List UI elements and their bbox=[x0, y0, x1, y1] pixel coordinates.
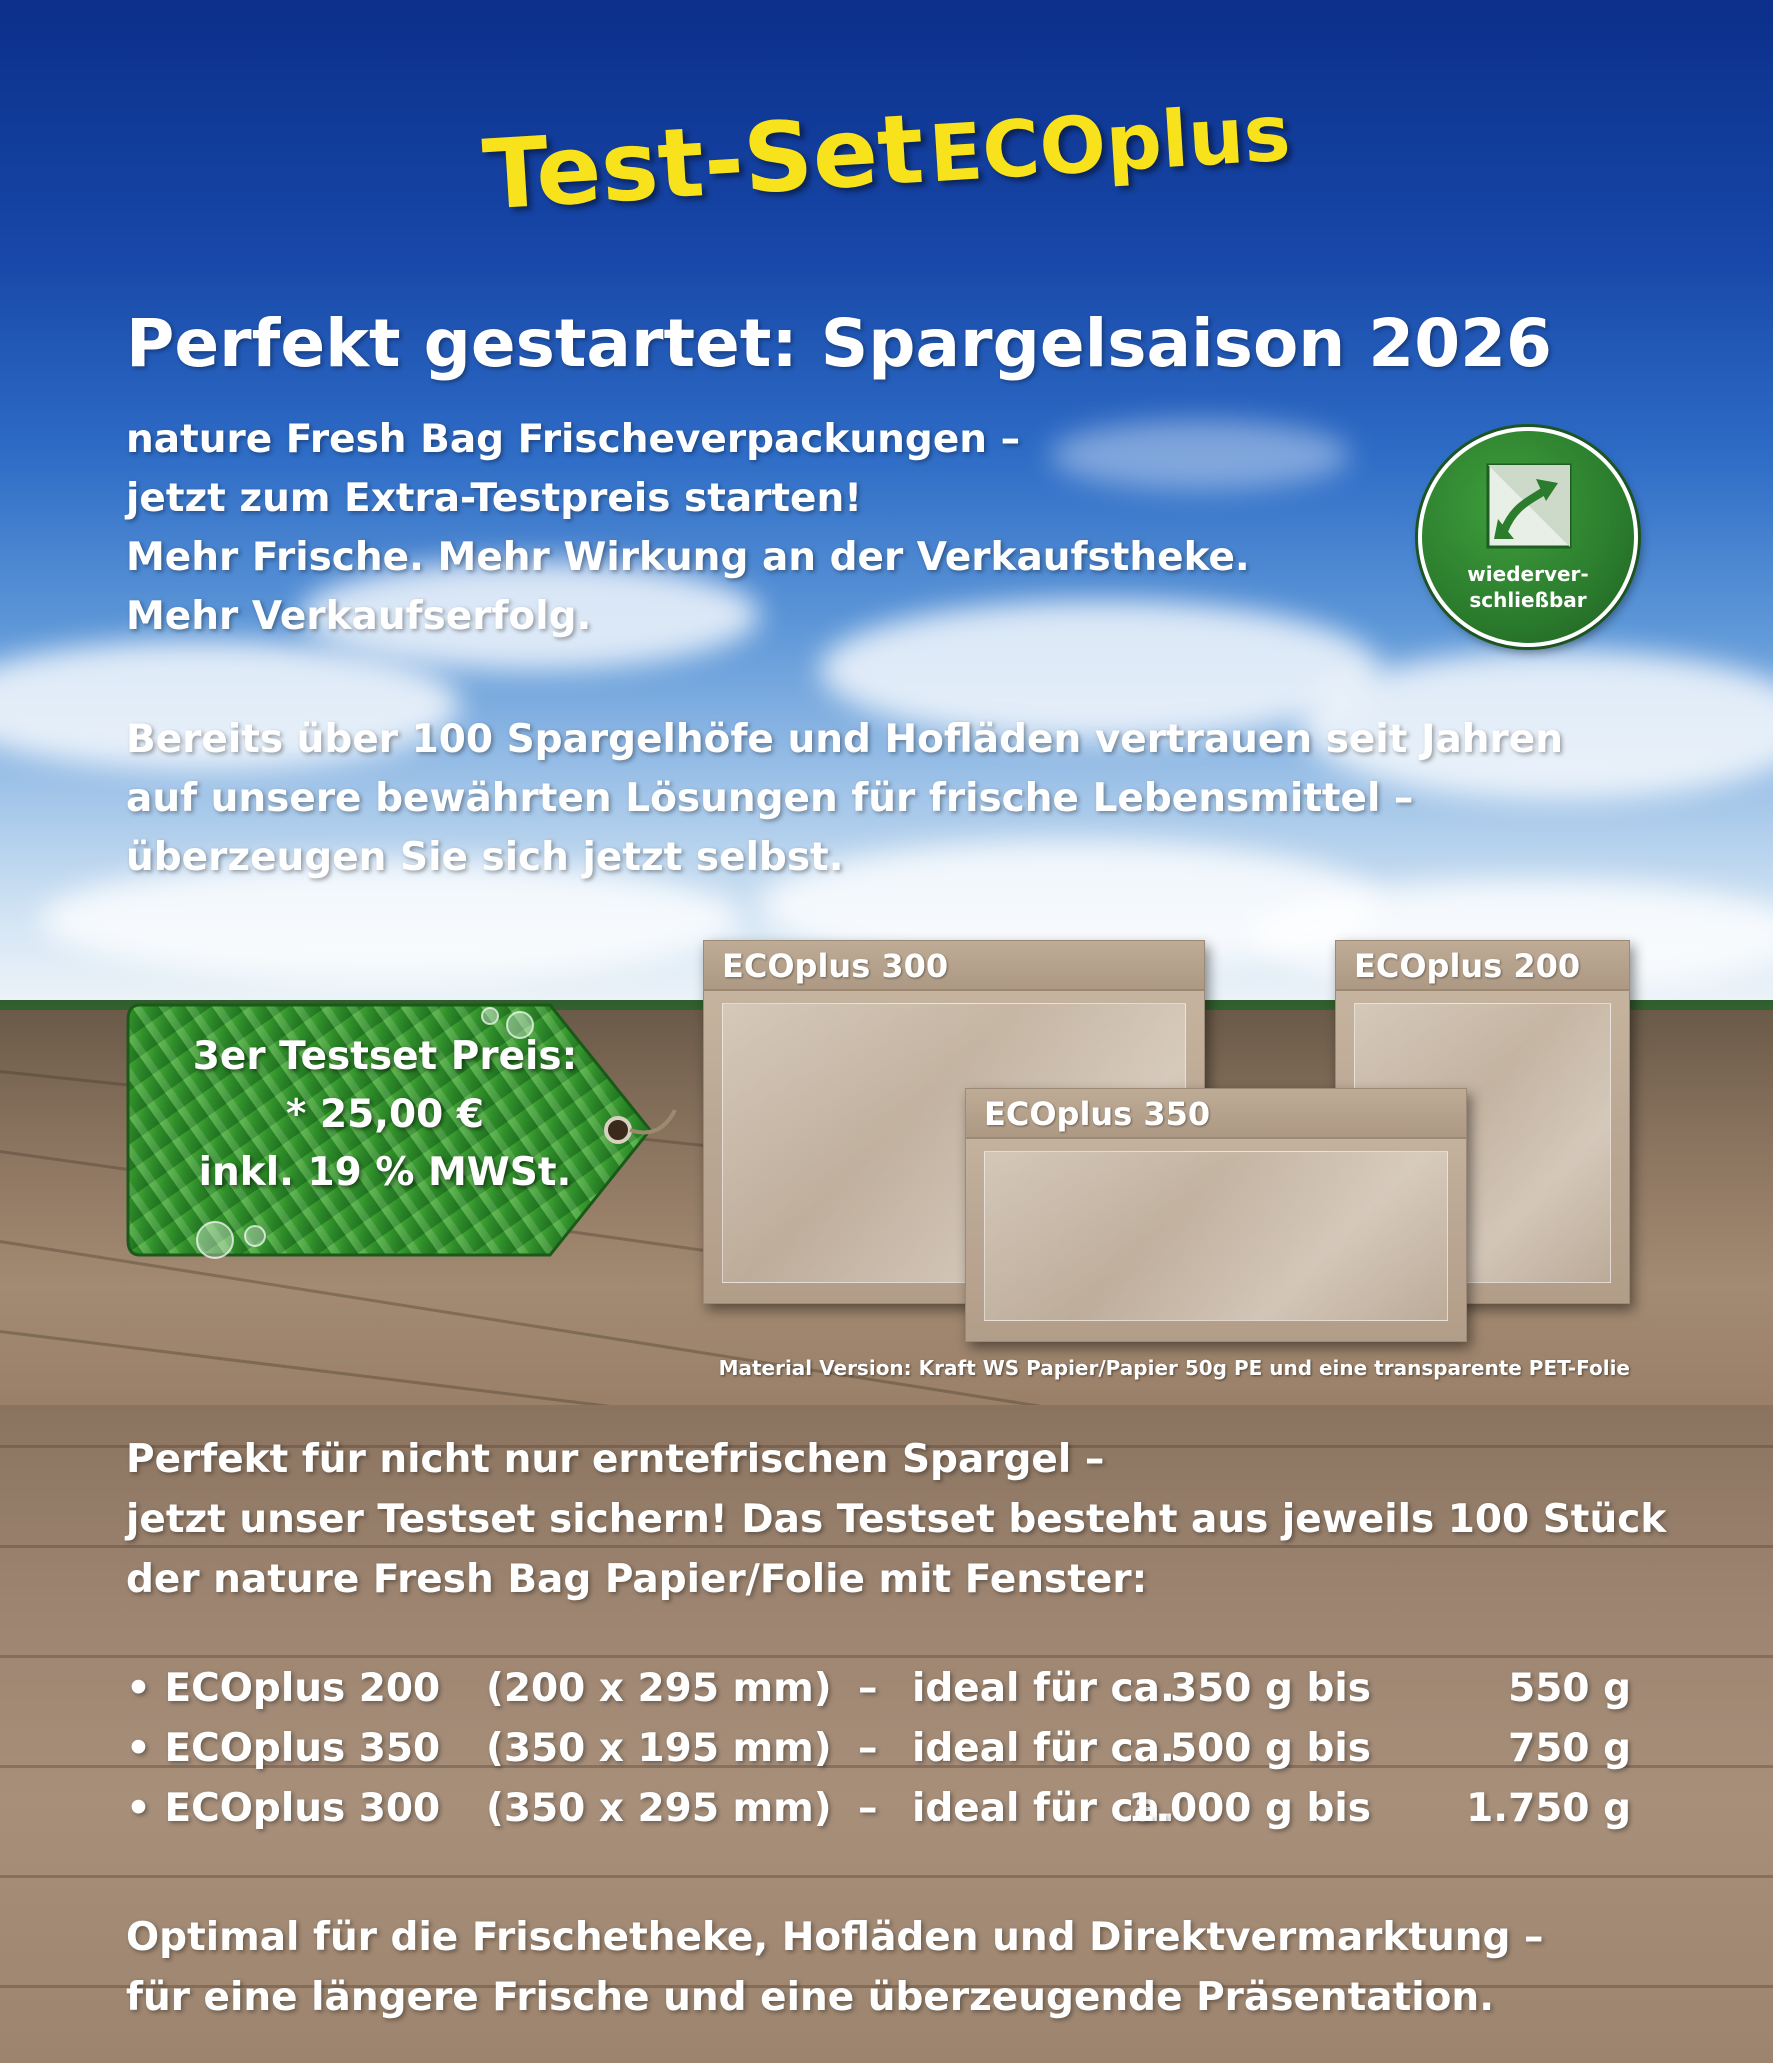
product-ideal: ideal für ca. bbox=[912, 1666, 1175, 1711]
product-weight-from: 500 g bis bbox=[1170, 1726, 1371, 1771]
bag-window bbox=[984, 1151, 1448, 1321]
claim-line: überzeugen Sie sich jetzt selbst. bbox=[126, 835, 844, 880]
bag-label: ECOplus 200 bbox=[1354, 947, 1581, 985]
claim-line: Bereits über 100 Spargelhöfe und Hofläden vertrauen seit Jahren bbox=[126, 717, 1563, 762]
intro-line: nature Fresh Bag Frischeverpackungen – bbox=[126, 417, 1021, 462]
product-dash: – bbox=[858, 1786, 878, 1831]
headline-brand: ECOplus bbox=[926, 88, 1293, 201]
product-weight-to: 1.750 g bbox=[1466, 1786, 1631, 1831]
intro-line: jetzt zum Extra-Testpreis starten! bbox=[126, 476, 863, 521]
product-size: (350 x 195 mm) bbox=[486, 1726, 832, 1771]
badge-line: schließbar bbox=[1469, 588, 1587, 612]
price-text bbox=[120, 1028, 650, 1202]
price-tag bbox=[120, 990, 680, 1275]
product-list bbox=[126, 1666, 1631, 1846]
wood-plank-line bbox=[0, 1655, 1773, 1658]
product-weight-to: 550 g bbox=[1508, 1666, 1631, 1711]
badge-label bbox=[1422, 561, 1634, 613]
price-label: 3er Testset Preis: bbox=[192, 1034, 578, 1079]
product-dash: – bbox=[858, 1726, 878, 1771]
headline-main: Test-Set bbox=[479, 92, 927, 232]
subheadline: Perfekt gestartet: Spargelsaison 2026 bbox=[126, 305, 1552, 382]
product-size: (200 x 295 mm) bbox=[486, 1666, 832, 1711]
description-line: jetzt unser Testset sichern! Das Testset besteht aus jeweils 100 Stück bbox=[126, 1497, 1667, 1542]
testset-description bbox=[126, 1430, 1666, 1610]
resealable-arrow-icon bbox=[1484, 461, 1574, 551]
product-weight-from: 1.000 g bis bbox=[1128, 1786, 1371, 1831]
product-row bbox=[126, 1726, 1631, 1786]
closing-text bbox=[126, 1908, 1544, 2028]
closing-line: Optimal für die Frischetheke, Hofläden und Direktvermarktung – bbox=[126, 1915, 1544, 1960]
description-line: der nature Fresh Bag Papier/Folie mit Fenster: bbox=[126, 1557, 1148, 1602]
product-name: • ECOplus 300 bbox=[126, 1786, 441, 1831]
product-row bbox=[126, 1786, 1631, 1846]
wood-plank-line bbox=[0, 1875, 1773, 1878]
resealable-badge bbox=[1418, 427, 1638, 647]
product-ideal: ideal für ca. bbox=[912, 1726, 1175, 1771]
product-weight-to: 750 g bbox=[1508, 1726, 1631, 1771]
product-size: (350 x 295 mm) bbox=[486, 1786, 832, 1831]
intro-text bbox=[126, 410, 1250, 646]
product-dash: – bbox=[858, 1666, 878, 1711]
product-ideal: ideal für ca. bbox=[912, 1786, 1175, 1831]
price-value: * 25,00 € bbox=[285, 1092, 485, 1137]
closing-line: für eine längere Frische und eine überzeugende Präsentation. bbox=[126, 1975, 1495, 2020]
description-line: Perfekt für nicht nur erntefrischen Spargel – bbox=[126, 1437, 1105, 1482]
material-note: Material Version: Kraft WS Papier/Papier 50g PE und eine transparente PET-Folie bbox=[718, 1356, 1630, 1380]
badge-line: wiederver- bbox=[1467, 562, 1589, 586]
product-name: • ECOplus 200 bbox=[126, 1666, 441, 1711]
intro-line: Mehr Verkaufserfolg. bbox=[126, 594, 592, 639]
product-name: • ECOplus 350 bbox=[126, 1726, 441, 1771]
product-weight-from: 350 g bis bbox=[1170, 1666, 1371, 1711]
bag-ecoplus-350 bbox=[965, 1088, 1467, 1342]
claim-line: auf unsere bewährten Lösungen für frische Lebensmittel – bbox=[126, 776, 1414, 821]
intro-line: Mehr Frische. Mehr Wirkung an der Verkaufstheke. bbox=[126, 535, 1250, 580]
bag-label: ECOplus 300 bbox=[722, 947, 949, 985]
product-row bbox=[126, 1666, 1631, 1726]
price-vat: inkl. 19 % MWSt. bbox=[198, 1150, 572, 1195]
trust-claim bbox=[126, 710, 1563, 887]
bag-label: ECOplus 350 bbox=[984, 1095, 1211, 1133]
